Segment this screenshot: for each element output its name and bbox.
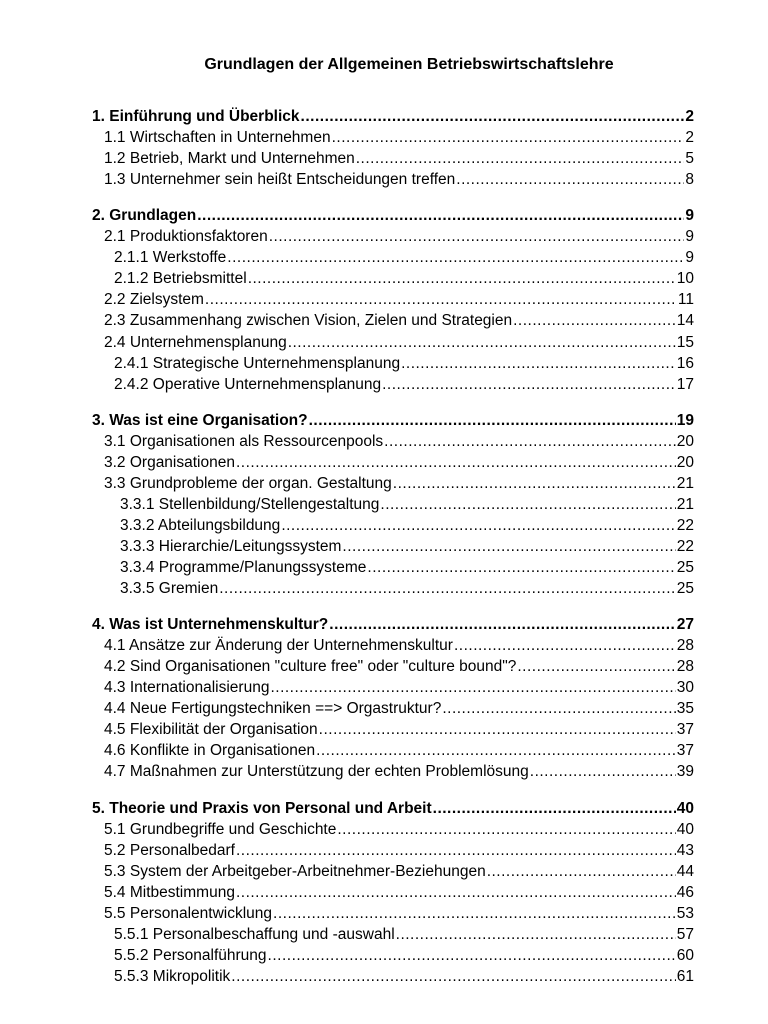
toc-page-number: 14 <box>676 312 694 330</box>
dot-leader <box>270 678 675 698</box>
toc-entry-title: 2.4.2 Operative Unternehmensplanung <box>114 375 382 393</box>
toc-page-number: 8 <box>685 171 694 189</box>
dot-leader <box>332 128 685 148</box>
toc-page-number: 2 <box>685 129 694 147</box>
toc-chapter-entry <box>92 799 694 819</box>
dot-leader <box>530 762 676 782</box>
toc-entry <box>104 474 694 494</box>
dot-leader <box>248 269 676 289</box>
toc-entry-title: 3.3.3 Hierarchie/Leitungssystem <box>120 537 342 555</box>
toc-entry-title: 3.3.5 Gremien <box>120 580 219 598</box>
toc-entry-title: 5.5 Personalentwicklung <box>104 904 273 922</box>
dot-leader <box>205 290 677 310</box>
toc-entry <box>104 720 694 740</box>
toc-entry-title: 4. Was ist Unternehmenskultur? <box>92 616 329 634</box>
toc-page-number: 9 <box>685 249 694 267</box>
toc-entry <box>104 311 694 331</box>
toc-entry-title: 3.3.2 Abteilungsbildung <box>120 516 281 534</box>
toc-page-number: 21 <box>676 474 694 492</box>
toc-page-number: 46 <box>676 883 694 901</box>
toc-entry-title: 1.3 Unternehmer sein heißt Entscheidungen treffen <box>104 171 456 189</box>
dot-leader <box>513 311 676 331</box>
toc-entry-title: 5.5.2 Personalführung <box>114 946 267 964</box>
toc-entry <box>104 636 694 656</box>
toc-entry <box>104 883 694 903</box>
toc-page-number: 5 <box>685 150 694 168</box>
dot-leader <box>367 558 675 578</box>
toc-chapter-entry <box>92 206 694 226</box>
toc-entry-title: 5.4 Mitbestimmung <box>104 883 235 901</box>
toc-page-number: 17 <box>676 375 694 393</box>
document-title: Grundlagen der Allgemeinen Betriebswirtschaftslehre <box>204 56 614 73</box>
dot-leader <box>309 411 676 431</box>
toc-entry <box>104 290 694 310</box>
toc-entry-title: 2.1.1 Werkstoffe <box>114 249 227 267</box>
toc-entry-title: 4.6 Konflikte in Organisationen <box>104 742 316 760</box>
toc-page-number: 19 <box>676 411 694 429</box>
toc-page-number: 16 <box>676 354 694 372</box>
toc-entry <box>104 699 694 719</box>
toc-entry <box>104 453 694 473</box>
dot-leader <box>273 904 676 924</box>
toc-chapter-entry <box>92 107 694 127</box>
dot-leader <box>487 862 676 882</box>
toc-entry-title: 5.1 Grundbegriffe und Geschichte <box>104 820 337 838</box>
toc-entry-title: 3.2 Organisationen <box>104 453 235 471</box>
toc-entry <box>104 128 694 148</box>
toc-page-number: 60 <box>676 946 694 964</box>
dot-leader <box>197 206 684 226</box>
toc-page-number: 25 <box>676 559 694 576</box>
toc-page-number: 37 <box>676 721 694 739</box>
toc-entry <box>104 149 694 169</box>
dot-leader <box>454 636 676 656</box>
toc-page-number: 28 <box>676 637 694 655</box>
dot-leader <box>231 967 675 987</box>
dot-leader <box>382 375 676 395</box>
dot-leader <box>227 248 684 268</box>
dot-leader <box>288 333 676 353</box>
toc-entry-title: 4.4 Neue Fertigungstechniken ==> Orgastruktur? <box>104 700 442 718</box>
toc-entry <box>114 375 694 395</box>
toc-page-number: 40 <box>676 820 694 838</box>
dot-leader <box>236 841 676 861</box>
dot-leader <box>337 820 675 840</box>
dot-leader <box>342 537 675 557</box>
toc-entry-title: 5.3 System der Arbeitgeber-Arbeitnehmer-Beziehungen <box>104 862 486 880</box>
toc-entry-title: 1.1 Wirtschaften in Unternehmen <box>104 129 331 147</box>
toc-entry <box>120 516 694 536</box>
dot-leader <box>517 657 675 677</box>
toc-page-number: 20 <box>676 432 694 450</box>
toc-entry <box>104 762 694 782</box>
toc-chapter-entry <box>92 615 694 635</box>
toc-entry <box>104 820 694 840</box>
toc-entry-title: 3.3.4 Programme/Planungssysteme <box>120 559 367 576</box>
toc-page-number: 44 <box>676 862 694 880</box>
toc-entry-title: 2.4.1 Strategische Unternehmensplanung <box>114 354 401 372</box>
toc-entry-title: 1. Einführung und Überblick <box>92 108 300 125</box>
toc-entry <box>114 269 694 289</box>
toc-entry <box>104 657 694 677</box>
toc-entry <box>104 227 694 247</box>
toc-page-number: 9 <box>685 207 694 225</box>
toc-page-number: 22 <box>676 516 694 534</box>
toc-entry <box>114 946 694 966</box>
toc-page-number: 20 <box>676 453 694 471</box>
toc-entry-title: 2.4 Unternehmensplanung <box>104 333 287 351</box>
toc-entry-title: 1.2 Betrieb, Markt und Unternehmen <box>104 150 355 168</box>
dot-leader <box>219 579 676 599</box>
dot-leader <box>384 432 676 452</box>
dot-leader <box>301 107 685 127</box>
dot-leader <box>269 227 685 247</box>
toc-chapter-entry <box>92 411 694 431</box>
toc-entry <box>120 558 694 578</box>
dot-leader <box>236 453 676 473</box>
toc-entry <box>104 170 694 190</box>
toc-page-number: 43 <box>676 841 694 859</box>
toc-entry-title: 5.5.1 Personalbeschaffung und -auswahl <box>114 925 395 943</box>
toc-page-number: 53 <box>676 904 694 922</box>
toc-entry <box>104 432 694 452</box>
toc-entry-title: 2.2 Zielsystem <box>104 291 204 309</box>
dot-leader <box>433 799 676 819</box>
toc-entry <box>120 537 694 557</box>
toc-entry <box>104 862 694 882</box>
toc-entry-title: 3.1 Organisationen als Ressourcenpools <box>104 432 384 450</box>
toc-page-number: 21 <box>676 495 694 513</box>
toc-entry-title: 3.3.1 Stellenbildung/Stellengestaltung <box>120 495 380 513</box>
toc-entry-title: 2.1.2 Betriebsmittel <box>114 270 247 288</box>
toc-page-number: 39 <box>676 763 694 781</box>
toc-entry <box>114 967 694 987</box>
toc-entry-title: 4.7 Maßnahmen zur Unterstützung der echten Problemlösung <box>104 763 529 781</box>
toc-page-number: 61 <box>676 967 694 985</box>
dot-leader <box>442 699 675 719</box>
toc-entry-title: 2.3 Zusammenhang zwischen Vision, Zielen und Strategien <box>104 312 513 330</box>
toc-page-number: 9 <box>685 228 694 246</box>
toc-entry <box>120 579 694 599</box>
toc-entry <box>114 925 694 945</box>
toc-entry-title: 3. Was ist eine Organisation? <box>92 411 308 429</box>
toc-entry-title: 2. Grundlagen <box>92 207 197 225</box>
toc-entry-title: 5. Theorie und Praxis von Personal und Arbeit <box>92 799 432 817</box>
toc-entry <box>104 741 694 761</box>
toc-entry-title: 4.5 Flexibilität der Organisation <box>104 721 318 739</box>
dot-leader <box>268 946 676 966</box>
toc-entry-title: 4.1 Ansätze zur Änderung der Unternehmenskultur <box>104 637 453 655</box>
toc-entry <box>104 678 694 698</box>
dot-leader <box>356 149 685 169</box>
toc-entry <box>104 333 694 353</box>
toc-entry-title: 5.5.3 Mikropolitik <box>114 967 231 985</box>
toc-entry-title: 3.3 Grundprobleme der organ. Gestaltung <box>104 474 392 492</box>
toc-entry <box>114 354 694 374</box>
toc-page-number: 35 <box>676 700 694 718</box>
dot-leader <box>393 474 676 494</box>
dot-leader <box>316 741 676 761</box>
toc-page-number: 25 <box>676 580 694 598</box>
dot-leader <box>401 354 676 374</box>
dot-leader <box>396 925 676 945</box>
toc-entry <box>120 495 694 515</box>
toc-entry <box>104 904 694 924</box>
toc-entry-title: 4.3 Internationalisierung <box>104 679 270 697</box>
toc-page-number: 28 <box>676 658 694 676</box>
dot-leader <box>319 720 676 740</box>
dot-leader <box>380 495 675 515</box>
toc-page-number: 2 <box>685 108 694 125</box>
toc-page-number: 40 <box>676 799 694 817</box>
toc-page-number: 30 <box>676 679 694 697</box>
toc-page-number: 37 <box>676 742 694 760</box>
toc-page-number: 57 <box>676 925 694 943</box>
dot-leader <box>236 883 676 903</box>
toc-entry-title: 5.2 Personalbedarf <box>104 841 235 859</box>
toc-page-number: 22 <box>676 537 694 555</box>
toc-page-number: 11 <box>677 291 694 309</box>
dot-leader <box>329 615 675 635</box>
toc-page-number: 27 <box>676 616 694 634</box>
toc-page-number: 15 <box>676 333 694 351</box>
toc-entry <box>104 841 694 861</box>
toc-entry-title: 4.2 Sind Organisationen "culture free" oder "culture bound"? <box>104 658 517 676</box>
toc-page-number: 10 <box>676 270 694 288</box>
toc-entry <box>114 248 694 268</box>
dot-leader <box>456 170 684 190</box>
dot-leader <box>281 516 675 536</box>
toc-entry-title: 2.1 Produktionsfaktoren <box>104 228 268 246</box>
